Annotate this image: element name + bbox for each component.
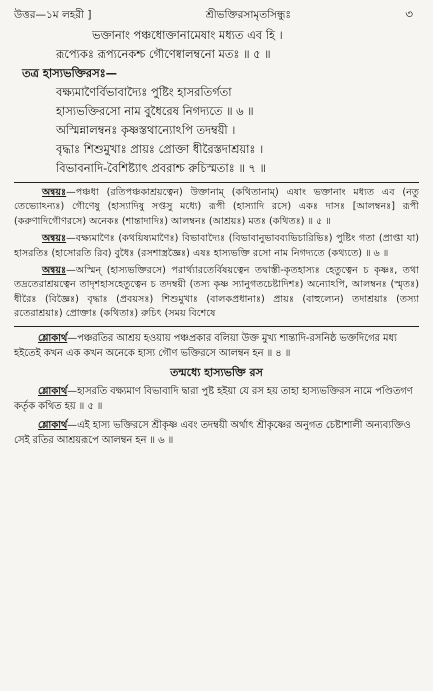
commentary-paragraph xyxy=(14,264,419,322)
header-left: উত্তর—১ম লহরী ] xyxy=(14,9,92,21)
commentary-label: অন্বয়ঃ xyxy=(42,265,67,277)
translation-text: —এই হাস্য ভক্তিরসে শ্রীকৃষ্ণ এবং তদম্বয়ী অর্থাৎ শ্রীকৃষ্ণের অনুগত চেষ্টাশালী অন্যব্যক্তিও সেই রতির আশ্রয়রূপে আলম্বন হন ॥ ৬ ॥ xyxy=(14,419,411,446)
verse-line: বৃদ্ধাঃ শিশুমুখাঃ প্রায়ঃ প্রোক্তা ধীরৈস্তদাশ্রয়াঃ । xyxy=(56,142,264,156)
commentary-label: অন্বয়ঃ xyxy=(42,233,67,245)
translation-text: —হাসরতি বক্ষ্যমাণ বিভাবাদি দ্বারা পুষ্ট হইয়া যে রস হয় তাহা হাস্যভক্তিরস নামে পণ্ডিতগণ কর্তৃক কথিত হয় ॥ ৫ ॥ xyxy=(14,385,413,412)
commentary-text: —পঞ্চধা (রতিপঞ্চকাশ্রয়ত্বেন) উক্তানাম্ (কথিতানাম্) এষাং ভক্তানাং মধ্যত এব (নতু তেভ্যোঽন্যঃ) গৌণেষু (হাস্যাদিষু সপ্তসু মধ্যে) রূপী (হাস্যাদি রসে) একঃ দাসঃ [আলম্বনঃ] রূপী (করুণাদিগৌণরসে) অনেকঃ (শান্তাদাদিঃ) আলম্বনঃ (আশ্রয়ঃ) মতঃ (কথিতঃ) ॥ ৫ ॥ xyxy=(14,187,419,227)
verse-line: অস্মিন্নালম্বনঃ কৃষ্ণস্তথান্যোঽপি তদম্বয়ী । xyxy=(56,123,236,137)
page-number: ৩ xyxy=(405,7,413,21)
translation-paragraph xyxy=(14,384,419,414)
divider xyxy=(14,182,419,183)
commentary-paragraph xyxy=(14,186,419,229)
translation-label: শ্লোকার্থ xyxy=(38,385,68,397)
verse-line: হাস্যভক্তিরসো নাম বুধৈরেষ নিগদ্যতে ॥ ৬ ॥ xyxy=(56,104,254,118)
verse-line: বক্ষ্যমাণৈর্বিভাবাদ্যৈঃ পুষ্টিং হাসরতির্গতা xyxy=(56,85,232,99)
subheading: তন্মধ্যে হাস্যভক্তি রস xyxy=(170,365,263,379)
verse-line: বিভাবনাদি-বৈশিষ্ট্যাৎ প্রবরাশ্চ রুচিস্মতাঃ ॥ ৭ ॥ xyxy=(56,161,266,175)
translation-text: —পঞ্চরতির আশ্রয় হওয়ায় পঞ্চপ্রকার বলিয়া উক্ত মুখ্য শান্তাদি-রসনিষ্ঠ ভক্তদিগের মধ্য হইতেই কখন এক কখন অনেকে হাস্য গৌণ ভক্তিরসে আলম্বন হন ॥ ৪ ॥ xyxy=(14,332,397,359)
running-header xyxy=(14,6,419,26)
header-title: শ্রীভক্তিরসামৃতসিন্ধুঃ xyxy=(205,9,291,21)
verse-line: ভক্তানাং পঞ্চধোক্তানামেষাং মধ্যত এব হি । xyxy=(92,28,283,42)
verse-line: রূপ্যেকঃ রূপ্যনেকশ্চ গৌণেষ্বালম্বনো মতঃ ॥ ৫ ॥ xyxy=(56,47,271,61)
divider xyxy=(14,326,419,327)
verse-block xyxy=(14,26,419,178)
translation-label: শ্লোকার্থ xyxy=(38,332,68,344)
commentary-label: অন্বয়ঃ xyxy=(42,187,67,198)
section-heading: তত্র হাস্যভক্তিরসঃ— xyxy=(22,66,118,80)
commentary-paragraph xyxy=(14,232,419,261)
translation-paragraph xyxy=(14,331,419,361)
commentary-text: —অস্মিন্ (হাস্যভক্তিরসে) পরার্থ্যারতের্বিষয়ত্বেন তদ্বাস্তী-কৃতহাস্যঃ হেতুত্বেন চ কৃষ্ণঃ, তথা তদ্রতেরাশ্রয়ত্বেন তাদৃশহাসহেতুত্বেন চ তদম্বয়ী (তস্য কৃষ্ণ স্যানুগতচেষ্টাদিশঃ) অন্যোঽপি, আলম্বনঃ (স্মৃতঃ) ধীরৈঃ (বিজ্ঞৈঃ) বৃদ্ধাঃ (প্রবয়সঃ) শিশুমুখাঃ (বালকপ্রধানাঃ) প্রায়ঃ (বাহুল্যেন) তদাশ্রয়াঃ (তস্যা রতেরাশ্রয়াঃ) প্রোক্তাঃ (কথিতাঃ) রুচিৎ (সময় বিশেষে xyxy=(14,265,419,320)
translation-block xyxy=(14,331,419,448)
translation-paragraph xyxy=(14,418,419,448)
translation-label: শ্লোকার্থ xyxy=(38,419,68,431)
commentary-text: —বক্ষ্যমাণৈঃ (কথয়িষ্যমাণৈঃ) বিভাবাদ্যৈঃ (বিভাবানুভাবব্যভিচারিভিঃ) পুষ্টিং গতা (প্রাপ্তা যা) হাসরতিঃ (হাসোরতি রিব) বুধৈঃ (রসশাস্ত্রজ্ঞৈঃ) এষঃ হাস্যভক্তি রসো নাম নিগদ্যতে (কথ্যতে) ॥ ৬ ॥ xyxy=(14,233,419,259)
commentary xyxy=(14,186,419,322)
